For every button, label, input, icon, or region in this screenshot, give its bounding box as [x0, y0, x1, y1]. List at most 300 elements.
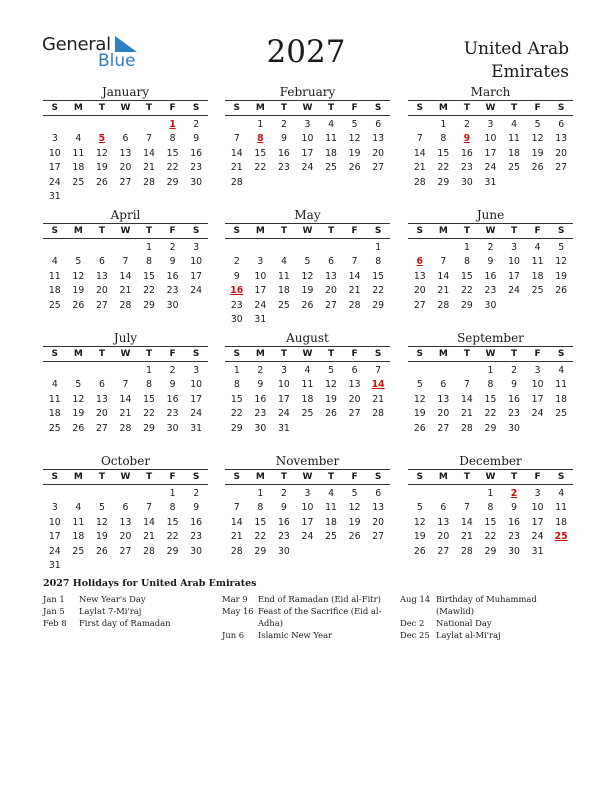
day-cell: 6	[98, 379, 105, 391]
empty-day	[408, 487, 432, 501]
day-cell: 20	[372, 147, 385, 159]
day-cell: 14	[460, 516, 473, 528]
day-cell: 26	[413, 422, 426, 434]
month-december	[408, 453, 573, 559]
day-cell: 17	[190, 270, 203, 282]
weekday-label: W	[302, 103, 313, 113]
day-cell: 5	[534, 119, 541, 130]
day-cell: 29	[230, 422, 243, 434]
day-cell: 13	[437, 393, 450, 405]
weekday-label: M	[438, 349, 448, 359]
month-may	[225, 207, 390, 327]
day-cell: 28	[143, 176, 155, 188]
holiday-column	[43, 593, 213, 629]
weekday-label: S	[51, 472, 59, 482]
day-cell: 18	[555, 516, 568, 528]
weekday-label: W	[120, 103, 131, 113]
day-cell: 3	[304, 488, 311, 499]
weekday-label: M	[255, 103, 265, 113]
day-cell: 20	[95, 285, 108, 297]
holiday-item	[222, 629, 394, 641]
day-cell: 18	[72, 531, 85, 543]
day-cell: 19	[348, 516, 361, 528]
weekday-label: S	[374, 472, 382, 482]
day-cell: 12	[555, 256, 568, 268]
weekday-label: T	[145, 349, 153, 359]
day-cell: 21	[230, 531, 243, 543]
day-cell: 13	[372, 133, 385, 145]
day-cell: 3	[193, 365, 200, 376]
day-cell: 20	[413, 285, 426, 297]
weekday-label: M	[73, 226, 83, 236]
day-cell: 6	[351, 365, 358, 376]
day-cell: 28	[460, 545, 473, 557]
day-cell: 26	[348, 531, 361, 543]
weekday-header	[408, 100, 573, 116]
day-cell: 7	[375, 365, 382, 376]
month-name: December	[459, 454, 522, 468]
day-cell: 12	[348, 502, 361, 514]
day-cell: 7	[440, 256, 447, 268]
day-cell: 5	[416, 379, 423, 391]
day-cell: 7	[351, 256, 358, 268]
day-cell: 8	[146, 256, 152, 268]
day-cell: 4	[328, 119, 334, 130]
weekday-label: S	[374, 226, 382, 236]
day-cell: 13	[95, 393, 108, 405]
day-cell: 10	[190, 256, 203, 268]
day-cell: 9	[511, 502, 517, 514]
weekday-label: S	[416, 349, 424, 359]
day-cell: 31	[190, 422, 203, 434]
day-cell: 24	[48, 176, 61, 188]
day-cell: 29	[460, 299, 473, 311]
day-cell: 14	[437, 270, 450, 282]
weekday-header	[225, 469, 390, 485]
day-cell: 10	[48, 516, 61, 528]
day-cell: 12	[413, 393, 426, 405]
weekday-label: S	[416, 226, 424, 236]
day-cell: 8	[463, 256, 470, 268]
empty-day	[343, 241, 367, 255]
logo-text-general: General	[42, 34, 111, 55]
day-cell: 27	[119, 545, 132, 557]
day-cell: 30	[277, 545, 290, 557]
day-cell: 2	[280, 119, 287, 130]
weekday-header	[408, 469, 573, 485]
month-august	[225, 330, 390, 436]
day-cell: 31	[254, 313, 267, 325]
day-cell: 13	[555, 133, 568, 145]
day-cell: 9	[280, 502, 287, 514]
day-cell: 13	[372, 502, 385, 514]
day-cell: 17	[484, 147, 497, 159]
day-cell: 12	[72, 270, 85, 282]
day-cell: 5	[558, 242, 565, 253]
holiday-date: Dec 25	[400, 630, 430, 640]
day-cell: 25	[325, 162, 337, 174]
day-cell: 25	[508, 162, 520, 174]
day-cell: 22	[143, 408, 155, 420]
empty-day	[249, 241, 273, 255]
day-cell: 27	[372, 162, 385, 174]
day-cell: 25	[48, 299, 61, 311]
weekday-label: S	[557, 349, 565, 359]
empty-day	[408, 118, 432, 132]
weekday-label: W	[485, 226, 496, 236]
day-cell: 18	[48, 285, 61, 297]
day-cell: 16	[254, 393, 267, 405]
day-cell: 19	[555, 270, 568, 282]
day-cell: 2	[463, 119, 470, 130]
day-cell: 18	[72, 162, 85, 174]
day-cell: 30	[508, 422, 520, 434]
day-cell: 24	[508, 285, 520, 297]
day-cell: 19	[72, 408, 85, 420]
day-grid	[225, 239, 390, 327]
weekday-label: T	[280, 103, 287, 113]
empty-day	[455, 487, 479, 501]
day-cell: 4	[51, 256, 58, 268]
weekday-label: T	[145, 103, 153, 113]
day-cell: 17	[531, 393, 544, 405]
day-cell: 17	[531, 516, 544, 528]
day-cell: 22	[484, 531, 497, 543]
month-name: November	[275, 454, 340, 468]
holiday-name: New Year's Day	[79, 594, 146, 604]
day-cell: 14	[119, 270, 132, 282]
day-cell: 15	[143, 393, 155, 405]
weekday-header	[43, 100, 208, 116]
day-cell: 9	[233, 270, 240, 282]
weekday-label: T	[145, 226, 153, 236]
day-cell: 30	[508, 545, 520, 557]
day-cell: 9	[169, 379, 176, 391]
empty-day	[432, 241, 456, 255]
weekday-label: T	[280, 349, 287, 359]
day-cell: 9	[193, 133, 200, 145]
day-cell: 18	[277, 285, 290, 297]
day-cell: 12	[301, 270, 314, 282]
day-cell: 7	[122, 379, 129, 391]
day-cell: 26	[72, 422, 85, 434]
country-line-1: United Arab	[463, 39, 569, 59]
day-cell: 29	[166, 545, 179, 557]
holiday-day: 5	[98, 133, 106, 145]
day-cell: 9	[193, 502, 200, 514]
month-name: October	[100, 454, 151, 468]
day-cell: 23	[190, 162, 203, 174]
day-cell: 17	[301, 516, 314, 528]
weekday-label: S	[233, 472, 241, 482]
day-cell: 31	[277, 422, 290, 434]
day-cell: 10	[301, 502, 314, 514]
weekday-label: W	[485, 472, 496, 482]
day-cell: 29	[484, 422, 497, 434]
holiday-day: 14	[371, 379, 385, 391]
day-cell: 25	[555, 408, 568, 420]
day-cell: 23	[166, 285, 179, 297]
day-cell: 1	[487, 488, 494, 499]
day-grid	[43, 362, 208, 436]
day-cell: 18	[301, 393, 314, 405]
weekday-label: S	[233, 103, 241, 113]
weekday-label: M	[73, 472, 83, 482]
day-cell: 4	[75, 133, 82, 145]
day-cell: 26	[95, 545, 108, 557]
weekday-label: S	[51, 349, 59, 359]
day-cell: 19	[325, 393, 337, 405]
day-cell: 11	[555, 379, 568, 391]
weekday-label: W	[302, 226, 313, 236]
logo-text-blue: Blue	[98, 51, 136, 71]
day-cell: 24	[254, 299, 267, 311]
holiday-item	[400, 617, 575, 629]
weekday-label: F	[534, 349, 541, 359]
empty-day	[225, 241, 249, 255]
day-cell: 21	[348, 285, 361, 297]
day-grid	[43, 116, 208, 204]
day-cell: 1	[169, 488, 176, 499]
day-cell: 8	[487, 502, 494, 514]
day-cell: 21	[143, 162, 155, 174]
day-cell: 17	[254, 285, 267, 297]
day-cell: 7	[146, 133, 152, 145]
day-cell: 3	[257, 256, 264, 268]
day-cell: 24	[531, 408, 544, 420]
weekday-label: W	[302, 472, 313, 482]
holiday-day: 6	[416, 256, 424, 268]
day-cell: 28	[119, 422, 132, 434]
month-september	[408, 330, 573, 436]
day-cell: 29	[143, 422, 155, 434]
day-cell: 22	[460, 285, 473, 297]
weekday-header	[43, 346, 208, 362]
weekday-label: S	[374, 349, 382, 359]
day-cell: 11	[48, 270, 61, 282]
empty-day	[455, 364, 479, 378]
day-cell: 21	[230, 162, 243, 174]
day-cell: 2	[193, 488, 200, 499]
day-cell: 27	[413, 299, 426, 311]
month-november	[225, 453, 390, 559]
day-cell: 23	[190, 531, 203, 543]
month-february	[225, 84, 390, 190]
day-cell: 5	[75, 379, 82, 391]
weekday-label: F	[169, 103, 176, 113]
weekday-label: M	[73, 103, 83, 113]
day-cell: 30	[190, 176, 203, 188]
day-cell: 26	[325, 408, 337, 420]
day-cell: 5	[351, 119, 358, 130]
weekday-label: T	[145, 472, 153, 482]
empty-day	[90, 241, 114, 255]
weekday-label: F	[351, 226, 358, 236]
holiday-item	[400, 593, 575, 617]
month-name: February	[279, 85, 336, 99]
weekday-label: T	[510, 226, 518, 236]
empty-day	[43, 118, 67, 132]
day-cell: 8	[169, 502, 176, 514]
empty-day	[43, 241, 67, 255]
day-cell: 17	[301, 147, 314, 159]
day-cell: 15	[166, 147, 179, 159]
empty-day	[90, 364, 114, 378]
weekday-label: T	[463, 226, 470, 236]
day-cell: 16	[190, 516, 203, 528]
empty-day	[43, 487, 67, 501]
holiday-date: Jan 5	[43, 606, 65, 616]
day-cell: 19	[413, 408, 426, 420]
day-cell: 9	[280, 133, 287, 145]
day-cell: 22	[254, 162, 267, 174]
day-cell: 14	[143, 147, 155, 159]
day-cell: 28	[437, 299, 450, 311]
day-cell: 30	[484, 299, 497, 311]
weekday-label: T	[98, 226, 105, 236]
weekday-label: S	[51, 103, 59, 113]
day-cell: 24	[277, 408, 290, 420]
day-cell: 30	[460, 176, 473, 188]
day-cell: 22	[254, 531, 267, 543]
day-cell: 8	[487, 379, 494, 391]
holiday-name: End of Ramadan (Eid al-Fitr)	[258, 594, 381, 604]
day-cell: 10	[531, 379, 544, 391]
empty-day	[114, 241, 138, 255]
day-cell: 11	[325, 133, 337, 145]
day-cell: 28	[143, 545, 155, 557]
day-cell: 29	[166, 176, 179, 188]
empty-day	[272, 241, 296, 255]
day-cell: 12	[95, 516, 108, 528]
day-cell: 11	[325, 502, 337, 514]
weekday-label: F	[351, 103, 358, 113]
day-cell: 3	[193, 242, 200, 253]
day-cell: 22	[143, 285, 155, 297]
day-cell: 27	[95, 299, 108, 311]
month-october	[43, 453, 208, 573]
holiday-name: First day of Ramadan	[79, 618, 171, 628]
weekday-label: W	[485, 103, 496, 113]
holiday-date: Mar 9	[222, 594, 248, 604]
day-cell: 29	[437, 176, 450, 188]
day-cell: 4	[51, 379, 58, 391]
day-grid	[43, 239, 208, 313]
day-cell: 23	[254, 408, 267, 420]
weekday-label: T	[327, 349, 335, 359]
holidays-section	[43, 578, 573, 640]
day-cell: 11	[277, 270, 290, 282]
day-cell: 4	[304, 365, 311, 376]
day-cell: 18	[555, 393, 568, 405]
day-cell: 16	[190, 147, 203, 159]
day-grid	[408, 116, 573, 190]
day-cell: 4	[558, 365, 565, 376]
weekday-label: S	[233, 349, 241, 359]
weekday-label: F	[169, 349, 176, 359]
weekday-label: W	[120, 472, 131, 482]
day-cell: 9	[257, 379, 264, 391]
day-cell: 6	[558, 119, 565, 130]
holiday-date: Dec 2	[400, 618, 425, 628]
day-cell: 5	[328, 365, 334, 376]
day-cell: 30	[230, 313, 243, 325]
day-cell: 4	[511, 119, 517, 130]
day-cell: 1	[146, 365, 152, 376]
day-cell: 19	[531, 147, 544, 159]
day-cell: 6	[98, 256, 105, 268]
day-cell: 14	[348, 270, 361, 282]
empty-day	[137, 487, 161, 501]
day-cell: 27	[372, 531, 385, 543]
day-cell: 19	[95, 162, 108, 174]
day-cell: 12	[325, 379, 337, 391]
day-cell: 9	[487, 256, 494, 268]
holiday-column	[400, 593, 575, 641]
day-cell: 8	[257, 502, 264, 514]
weekday-label: M	[73, 349, 83, 359]
holiday-date: May 16	[222, 606, 254, 616]
empty-day	[225, 118, 249, 132]
holiday-date: Jun 6	[222, 630, 245, 640]
day-grid	[408, 362, 573, 436]
day-cell: 1	[146, 242, 152, 253]
weekday-header	[225, 346, 390, 362]
day-cell: 16	[508, 393, 520, 405]
day-cell: 10	[277, 379, 290, 391]
month-april	[43, 207, 208, 313]
holiday-name: Feast of the Sacrifice (Eid al-Adha)	[258, 606, 382, 628]
day-cell: 28	[119, 299, 132, 311]
holiday-name: Islamic New Year	[258, 630, 333, 640]
day-cell: 4	[328, 488, 334, 499]
weekday-label: S	[233, 226, 241, 236]
holiday-date: Aug 14	[400, 594, 431, 604]
day-cell: 11	[555, 502, 568, 514]
weekday-label: F	[169, 226, 176, 236]
weekday-label: T	[280, 472, 287, 482]
day-cell: 2	[257, 365, 264, 376]
weekday-label: T	[98, 103, 105, 113]
day-cell: 27	[325, 299, 337, 311]
day-cell: 3	[51, 133, 58, 145]
day-cell: 13	[119, 516, 132, 528]
day-cell: 28	[230, 545, 243, 557]
day-cell: 21	[372, 393, 385, 405]
weekday-label: S	[557, 472, 565, 482]
day-cell: 24	[301, 531, 314, 543]
weekday-label: F	[534, 103, 541, 113]
month-july	[43, 330, 208, 436]
weekday-label: T	[327, 226, 335, 236]
weekday-label: S	[557, 103, 565, 113]
day-cell: 2	[169, 242, 176, 253]
day-cell: 25	[325, 531, 337, 543]
day-cell: 18	[508, 147, 520, 159]
day-cell: 1	[375, 242, 382, 253]
weekday-label: T	[510, 103, 518, 113]
day-cell: 21	[460, 531, 473, 543]
day-cell: 21	[143, 531, 155, 543]
day-cell: 24	[301, 162, 314, 174]
day-cell: 15	[460, 270, 473, 282]
day-cell: 19	[413, 531, 426, 543]
day-cell: 26	[555, 285, 568, 297]
day-cell: 22	[437, 162, 450, 174]
weekday-label: M	[438, 226, 448, 236]
weekday-label: W	[120, 226, 131, 236]
empty-day	[432, 364, 456, 378]
